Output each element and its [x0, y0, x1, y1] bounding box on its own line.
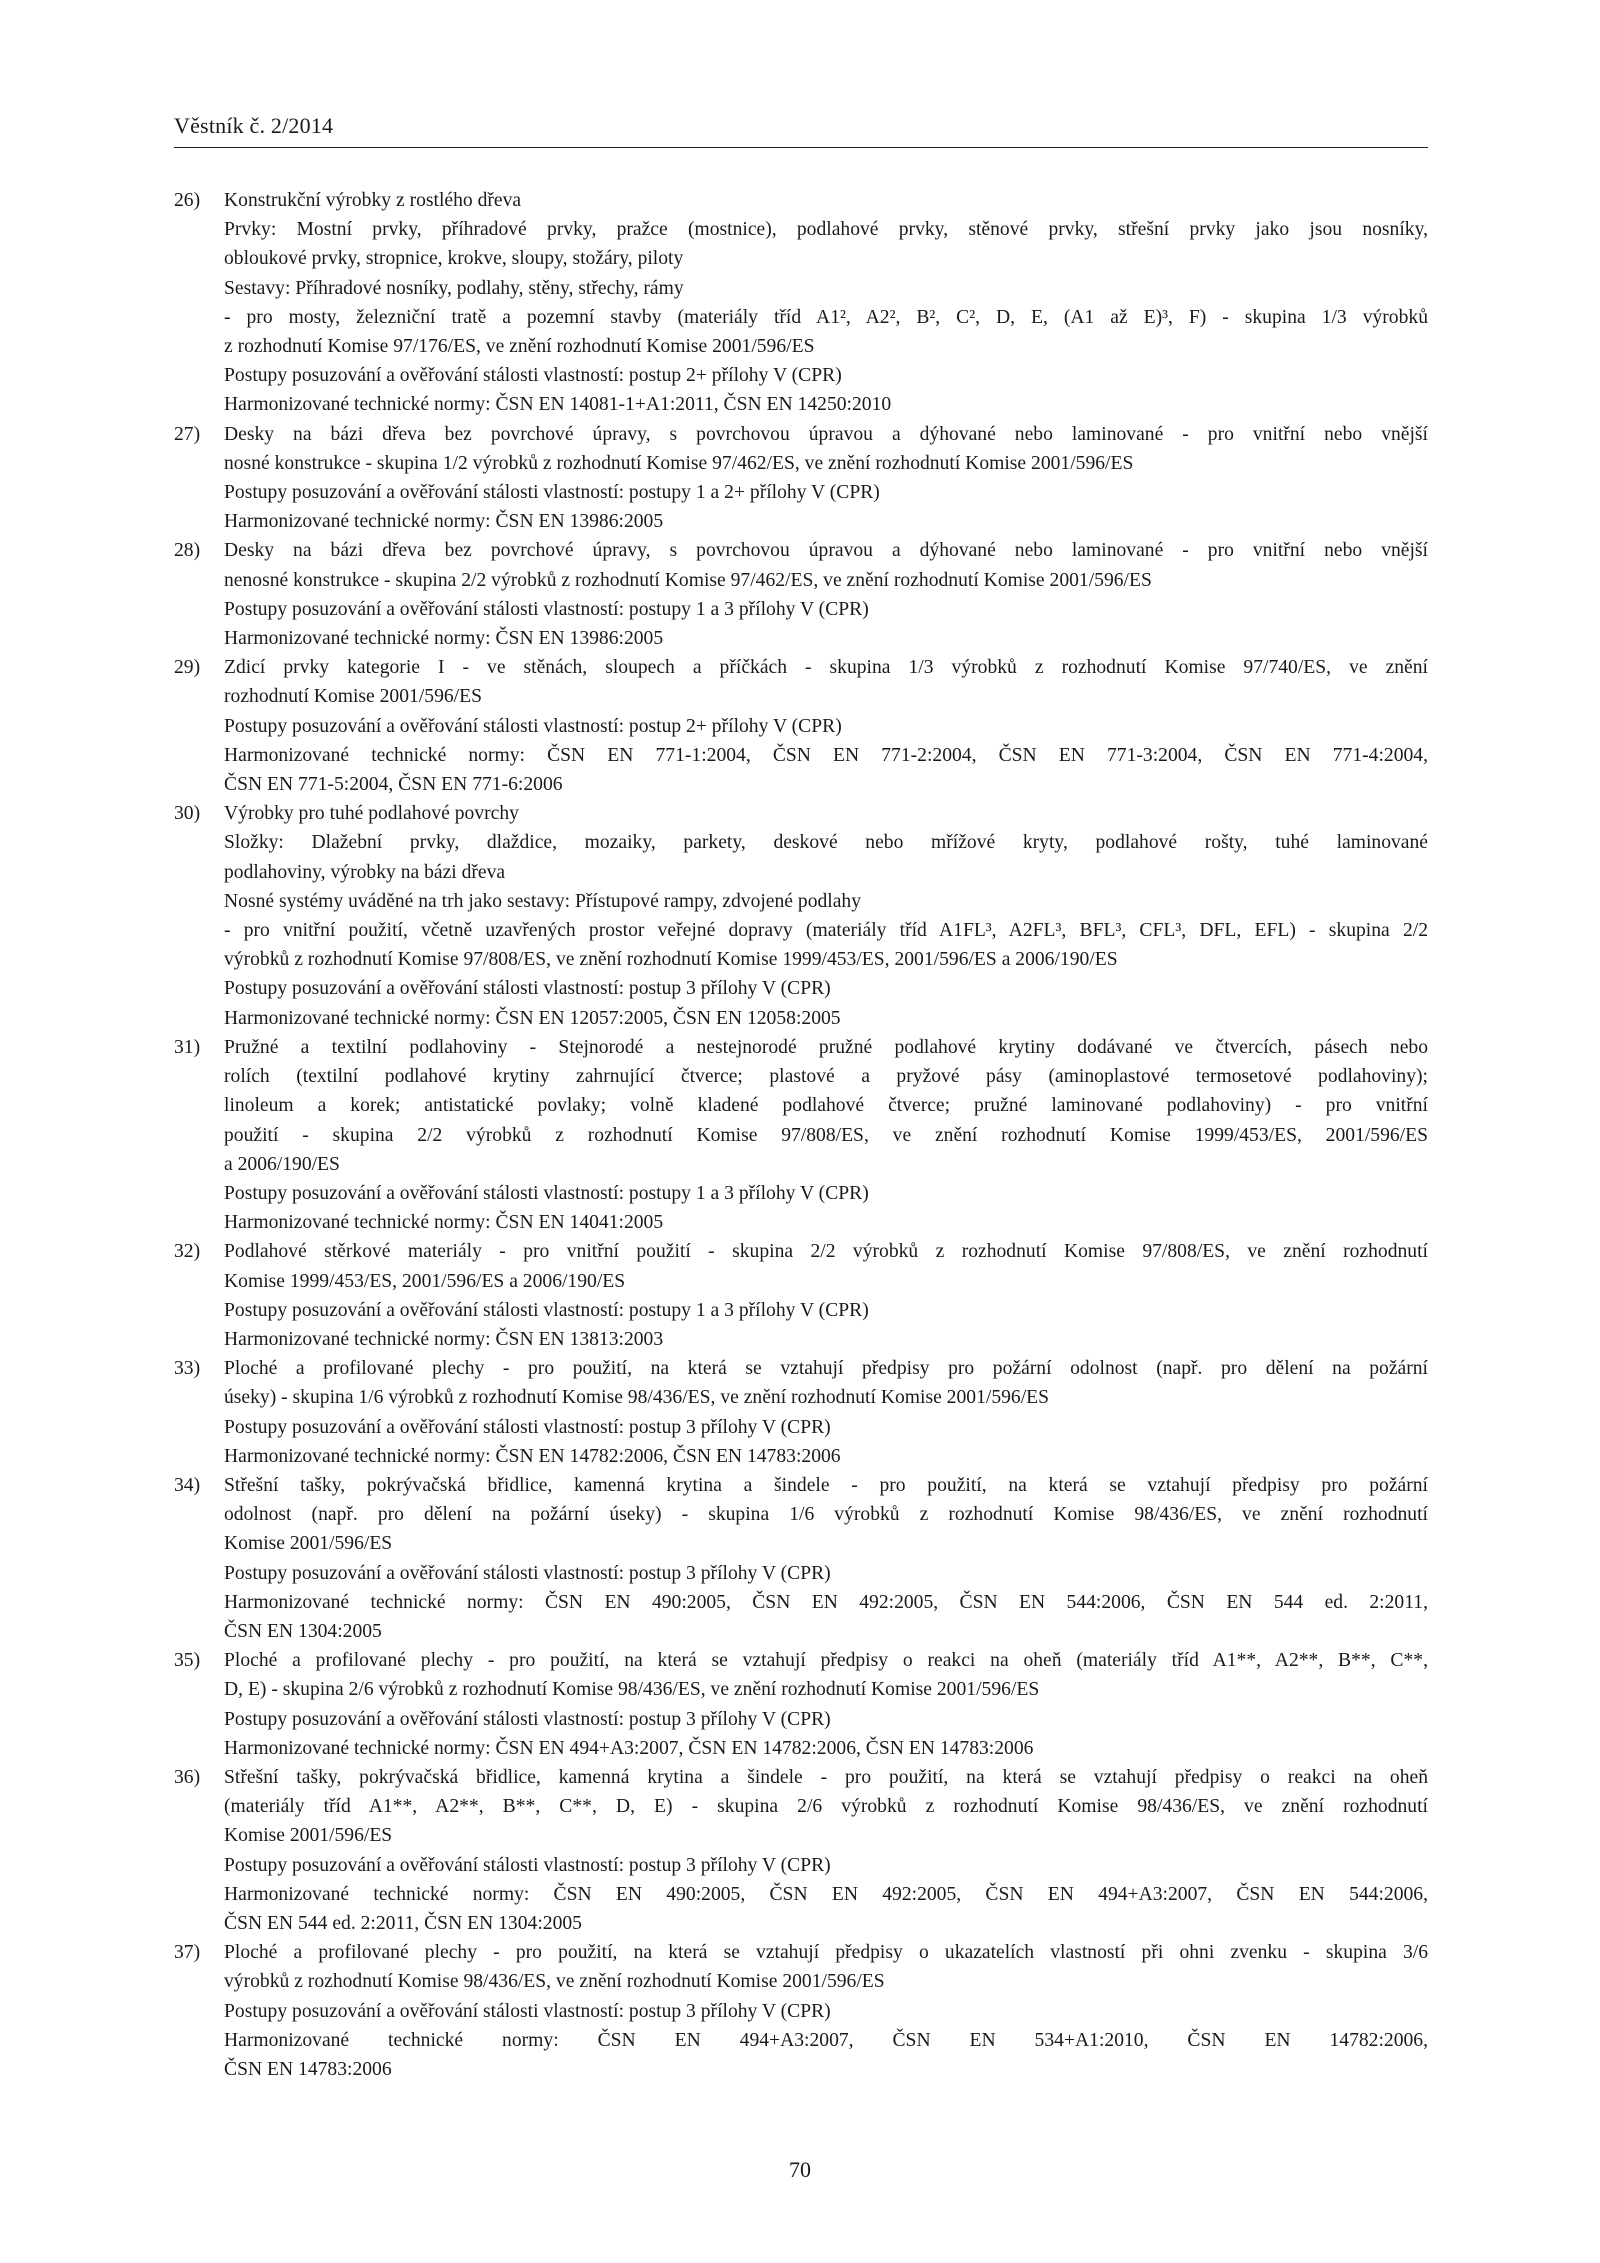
item-text-line: - pro mosty, železniční tratě a pozemní stavby (materiály tříd A1², A2², B², C², D, E, (A1 až E)³, F) - skupina 1/3 výrobků — [224, 306, 1428, 328]
item-text-line: ČSN EN 1304:2005 — [224, 1620, 382, 1642]
item-text-line: Harmonizované technické normy: ČSN EN 12057:2005, ČSN EN 12058:2005 — [224, 1007, 841, 1029]
item-text-line: Komise 2001/596/ES — [224, 1533, 393, 1555]
item-text-line: Nosné systémy uváděné na trh jako sestavy: Přístupové rampy, zdvojené podlahy — [224, 890, 862, 912]
list-item — [174, 420, 1428, 537]
item-text-line: D, E) - skupina 2/6 výrobků z rozhodnutí Komise 98/436/ES, ve znění rozhodnutí Komise 2001/596/ES — [224, 1679, 1040, 1701]
item-text-line: Prvky: Mostní prvky, příhradové prvky, pražce (mostnice), podlahové prvky, stěnové prvky, střešní prvky jako jsou nosníky, — [224, 219, 1428, 241]
item-text-line: Postupy posuzování a ověřování stálosti vlastností: postupy 1 a 3 přílohy V (CPR) — [224, 598, 869, 620]
item-text-line: obloukové prvky, stropnice, krokve, sloupy, stožáry, piloty — [224, 248, 684, 270]
list-item — [174, 1763, 1428, 1938]
item-text-line: ČSN EN 771-5:2004, ČSN EN 771-6:2006 — [224, 774, 563, 796]
item-text-line: Harmonizované technické normy: ČSN EN 494+A3:2007, ČSN EN 534+A1:2010, ČSN EN 14782:2006, — [224, 2029, 1428, 2051]
item-text-line: Harmonizované technické normy: ČSN EN 14081-1+A1:2011, ČSN EN 14250:2010 — [224, 394, 892, 416]
item-text-line: ČSN EN 544 ed. 2:2011, ČSN EN 1304:2005 — [224, 1912, 582, 1934]
item-number: 28) — [174, 540, 201, 562]
item-number: 34) — [174, 1474, 201, 1496]
item-text-line: odolnost (např. pro dělení na požární úseky) - skupina 1/6 výrobků z rozhodnutí Komise 98/436/ES, ve znění rozhodnutí — [224, 1504, 1428, 1526]
item-number: 26) — [174, 190, 201, 211]
item-text-line: Harmonizované technické normy: ČSN EN 13986:2005 — [224, 511, 664, 533]
item-text-line: ČSN EN 14783:2006 — [224, 2059, 392, 2080]
item-number: 36) — [174, 1766, 201, 1788]
item-text-line: Střešní tašky, pokrývačská břidlice, kamenná krytina a šindele - pro použití, na která se vztahují předpisy o reakci na oheň — [224, 1766, 1428, 1788]
item-text-line: Složky: Dlažební prvky, dlaždice, mozaiky, parkety, deskové nebo mřížové kryty, podlahové rošty, tuhé laminované — [224, 832, 1428, 854]
item-text-line: Komise 1999/453/ES, 2001/596/ES a 2006/190/ES — [224, 1270, 626, 1292]
list-item — [174, 1354, 1428, 1471]
item-number: 35) — [174, 1650, 201, 1672]
list-item — [174, 1033, 1428, 1237]
item-text-line: Postupy posuzování a ověřování stálosti vlastností: postup 3 přílohy V (CPR) — [224, 1708, 831, 1730]
item-number: 33) — [174, 1358, 201, 1380]
item-text-line: Sestavy: Příhradové nosníky, podlahy, stěny, střechy, rámy — [224, 277, 684, 299]
item-text-line: Harmonizované technické normy: ČSN EN 494+A3:2007, ČSN EN 14782:2006, ČSN EN 14783:2006 — [224, 1737, 1034, 1759]
item-number: 31) — [174, 1036, 201, 1058]
item-number: 27) — [174, 423, 201, 445]
item-text-line: (materiály tříd A1**, A2**, B**, C**, D, E) - skupina 2/6 výrobků z rozhodnutí Komise 98/436/ES, ve znění rozhodnutí — [224, 1796, 1428, 1818]
item-text-line: Konstrukční výrobky z rostlého dřeva — [224, 190, 522, 211]
item-text-line: nenosné konstrukce - skupina 2/2 výrobků z rozhodnutí Komise 97/462/ES, ve znění rozhodnutí Komise 2001/596/ES — [224, 569, 1152, 591]
list-item — [174, 1646, 1428, 1763]
item-text-line: Desky na bázi dřeva bez povrchové úpravy, s povrchovou úpravou a dýhované nebo laminované - pro vnitřní nebo vnější — [224, 423, 1428, 445]
item-text-line: Harmonizované technické normy: ČSN EN 490:2005, ČSN EN 492:2005, ČSN EN 544:2006, ČSN EN 544 ed. 2:2011, — [224, 1591, 1428, 1613]
document-body — [174, 186, 1428, 2084]
item-text-line: použití - skupina 2/2 výrobků z rozhodnutí Komise 97/808/ES, ve znění rozhodnutí Komise 1999/453/ES, 2001/596/ES — [224, 1124, 1428, 1146]
item-text-line: Ploché a profilované plechy - pro použití, na která se vztahují předpisy pro požární odolnost (např. pro dělení na požární — [224, 1358, 1428, 1380]
item-number: 32) — [174, 1241, 201, 1263]
item-text-line: Střešní tašky, pokrývačská břidlice, kamenná krytina a šindele - pro použití, na která se vztahují předpisy pro požární — [224, 1474, 1428, 1496]
item-text-line: Postupy posuzování a ověřování stálosti vlastností: postup 3 přílohy V (CPR) — [224, 1562, 831, 1584]
item-text-line: Postupy posuzování a ověřování stálosti vlastností: postupy 1 a 3 přílohy V (CPR) — [224, 1299, 869, 1321]
item-text-line: Postupy posuzování a ověřování stálosti vlastností: postup 3 přílohy V (CPR) — [224, 2000, 831, 2022]
item-text-line: Postupy posuzování a ověřování stálosti vlastností: postupy 1 a 3 přílohy V (CPR) — [224, 1182, 869, 1204]
list-item — [174, 1237, 1428, 1354]
list-item — [174, 799, 1428, 1033]
item-number: 29) — [174, 657, 201, 679]
item-text-line: Postupy posuzování a ověřování stálosti vlastností: postup 2+ přílohy V (CPR) — [224, 715, 842, 737]
item-text-line: Harmonizované technické normy: ČSN EN 13813:2003 — [224, 1328, 664, 1350]
page-number: 70 — [789, 2157, 811, 2182]
item-text-line: a 2006/190/ES — [224, 1153, 340, 1175]
list-item — [174, 536, 1428, 653]
item-text-line: Harmonizované technické normy: ČSN EN 14782:2006, ČSN EN 14783:2006 — [224, 1445, 841, 1467]
item-text-line: Harmonizované technické normy: ČSN EN 13986:2005 — [224, 628, 664, 650]
item-text-line: podlahoviny, výrobky na bázi dřeva — [224, 861, 506, 883]
item-text-line: Pružné a textilní podlahoviny - Stejnorodé a nestejnorodé pružné podlahové krytiny dodávané ve čtvercích, pásech nebo — [224, 1036, 1428, 1058]
list-item — [174, 653, 1428, 799]
item-text-line: výrobků z rozhodnutí Komise 97/808/ES, ve znění rozhodnutí Komise 1999/453/ES, 2001/596/ES a 2006/190/ES — [224, 949, 1118, 971]
item-text-line: výrobků z rozhodnutí Komise 98/436/ES, ve znění rozhodnutí Komise 2001/596/ES — [224, 1971, 885, 1993]
list-item — [174, 1938, 1428, 2084]
item-text-line: Ploché a profilované plechy - pro použití, na která se vztahují předpisy o reakci na oheň (materiály tříd A1**, A2**, B**, C**, — [224, 1650, 1428, 1672]
item-number: 37) — [174, 1942, 201, 1964]
journal-title: Věstník č. 2/2014 — [174, 113, 334, 138]
item-text-line: Zdicí prvky kategorie I - ve stěnách, sloupech a příčkách - skupina 1/3 výrobků z rozhodnutí Komise 97/740/ES, ve znění — [224, 657, 1428, 679]
item-text-line: Harmonizované technické normy: ČSN EN 490:2005, ČSN EN 492:2005, ČSN EN 494+A3:2007, ČSN EN 544:2006, — [224, 1883, 1428, 1905]
item-text-line: Postupy posuzování a ověřování stálosti vlastností: postup 2+ přílohy V (CPR) — [224, 365, 842, 387]
item-text-line: Ploché a profilované plechy - pro použití, na která se vztahují předpisy o ukazatelích vlastností při ohni zvenku - skupina 3/6 — [224, 1942, 1428, 1964]
item-number: 30) — [174, 803, 201, 825]
item-text-line: Harmonizované technické normy: ČSN EN 14041:2005 — [224, 1212, 664, 1234]
list-item — [174, 186, 1428, 420]
item-text-line: úseky) - skupina 1/6 výrobků z rozhodnutí Komise 98/436/ES, ve znění rozhodnutí Komise 2001/596/ES — [224, 1387, 1050, 1409]
list-item — [174, 1471, 1428, 1646]
item-text-line: rolích (textilní podlahové krytiny zahrnující čtverce; plastové a pryžové pásy (aminoplastové termosetové podlahoviny); — [224, 1066, 1428, 1088]
item-text-line: Postupy posuzování a ověřování stálosti vlastností: postupy 1 a 2+ přílohy V (CPR) — [224, 482, 880, 504]
item-text-line: Výrobky pro tuhé podlahové povrchy — [224, 803, 519, 825]
item-text-line: Komise 2001/596/ES — [224, 1825, 393, 1847]
item-text-line: nosné konstrukce - skupina 1/2 výrobků z rozhodnutí Komise 97/462/ES, ve znění rozhodnutí Komise 2001/596/ES — [224, 452, 1134, 474]
item-text-line: rozhodnutí Komise 2001/596/ES — [224, 686, 482, 708]
item-text-line: Postupy posuzování a ověřování stálosti vlastností: postup 3 přílohy V (CPR) — [224, 978, 831, 1000]
item-text-line: - pro vnitřní použití, včetně uzavřených prostor veřejné dopravy (materiály tříd A1FL³, A2FL³, BFL³, CFL³, DFL, EFL) - skupina 2/2 — [224, 920, 1428, 942]
page-header — [174, 114, 1428, 148]
item-text-line: linoleum a korek; antistatické povlaky; volně kladené podlahové čtverce; pružné laminované podlahoviny) - pro vnitřní — [224, 1095, 1428, 1117]
item-text-line: Postupy posuzování a ověřování stálosti vlastností: postup 3 přílohy V (CPR) — [224, 1416, 831, 1438]
item-text-line: Harmonizované technické normy: ČSN EN 771-1:2004, ČSN EN 771-2:2004, ČSN EN 771-3:2004, ČSN EN 771-4:2004, — [224, 744, 1428, 766]
item-text-line: z rozhodnutí Komise 97/176/ES, ve znění rozhodnutí Komise 2001/596/ES — [224, 336, 815, 358]
item-text-line: Desky na bázi dřeva bez povrchové úpravy, s povrchovou úpravou a dýhované nebo laminované - pro vnitřní nebo vnější — [224, 540, 1428, 562]
item-text-line: Postupy posuzování a ověřování stálosti vlastností: postup 3 přílohy V (CPR) — [224, 1854, 831, 1876]
item-text-line: Podlahové stěrkové materiály - pro vnitřní použití - skupina 2/2 výrobků z rozhodnutí Komise 97/808/ES, ve znění rozhodnutí — [224, 1241, 1428, 1263]
